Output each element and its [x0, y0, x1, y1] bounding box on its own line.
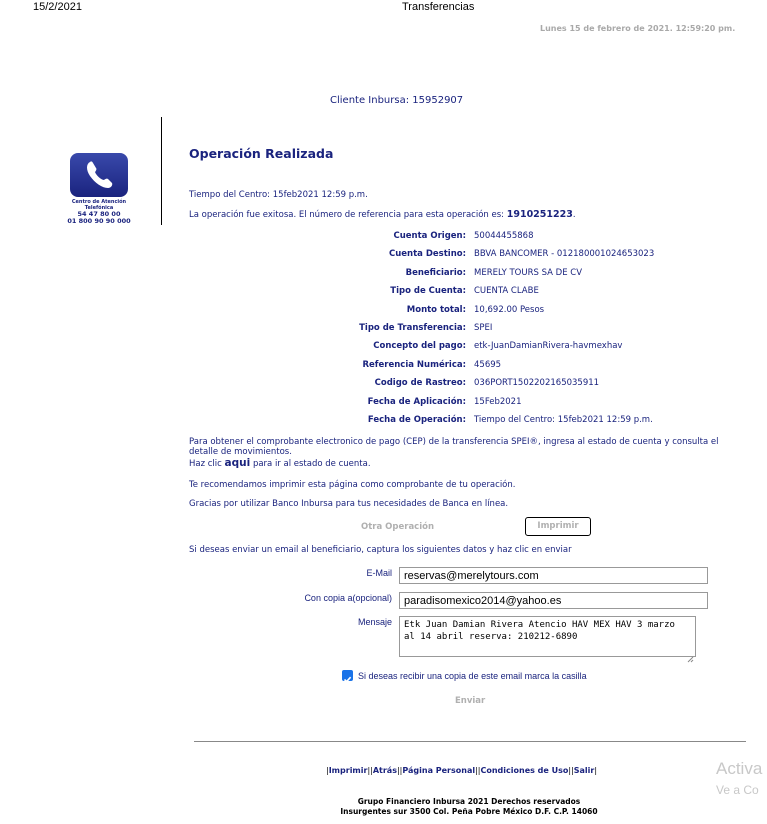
current-datetime: Lunes 15 de febrero de 2021. 12:59:20 pm.	[540, 24, 736, 33]
detail-label: Monto total:	[406, 304, 466, 315]
support-label: Centro de Atención Telefónica	[71, 199, 127, 211]
footer-link-print[interactable]: Imprimir	[328, 766, 368, 775]
support-phone-1: 54 47 80 00	[77, 210, 121, 218]
separator: |	[326, 766, 329, 775]
statement-link[interactable]: aqui	[224, 457, 251, 469]
activation-watermark-subtitle: Ve a Co	[716, 783, 759, 797]
detail-value: CUENTA CLABE	[474, 286, 539, 297]
cc-label: Con copia a(opcional)	[304, 593, 392, 603]
detail-value: MERELY TOURS SA DE CV	[474, 267, 583, 278]
statement-link-line	[189, 457, 371, 469]
email-field[interactable]	[399, 567, 708, 584]
detail-label: Concepto del pago:	[373, 341, 466, 352]
click-suffix: para ir al estado de cuenta.	[252, 459, 371, 469]
other-operation-button[interactable]: Otra Operación	[361, 522, 435, 532]
separator: ||	[396, 766, 403, 775]
center-time: Tiempo del Centro: 15feb2021 12:59 p.m.	[189, 190, 368, 200]
detail-label: Tipo de Transferencia:	[359, 323, 466, 333]
success-message	[189, 209, 576, 220]
detail-value: 036PORT1502202165035911	[474, 378, 600, 389]
detail-label: Fecha de Aplicación:	[367, 396, 466, 407]
click-prefix: Haz clic	[189, 459, 222, 469]
details-table	[300, 231, 767, 431]
print-recommendation: Te recomendamos imprimir esta página como comprobante de tu operación.	[189, 480, 516, 490]
send-button[interactable]: Enviar	[455, 696, 486, 706]
detail-label: Codigo de Rastreo:	[374, 378, 466, 389]
success-period: .	[572, 210, 576, 220]
print-page-title: Transferencias	[402, 1, 475, 13]
detail-value: 10,692.00 Pesos	[474, 304, 545, 315]
support-phone-2: 01 800 90 90 000	[67, 217, 131, 225]
detail-label: Cuenta Origen:	[393, 231, 466, 241]
client-number: Cliente Inbursa: 15952907	[330, 95, 464, 106]
footer-divider	[194, 741, 746, 742]
copy-checkbox-label: Si deseas recibir una copia de este email marca la casilla	[358, 671, 587, 681]
separator: |	[594, 766, 598, 775]
copy-checkbox[interactable]	[342, 670, 353, 681]
detail-value: BBVA BANCOMER - 012180001024653023	[474, 249, 655, 260]
detail-label: Fecha de Operación:	[367, 415, 466, 425]
separator: ||	[367, 766, 373, 775]
vertical-divider	[161, 117, 162, 225]
detail-value: 15Feb2021	[474, 396, 522, 407]
footer-link-personal-page[interactable]: Página Personal	[402, 766, 476, 775]
separator: ||	[568, 766, 574, 775]
message-textarea[interactable]	[399, 616, 696, 657]
print-date: 15/2/2021	[33, 1, 82, 13]
activation-watermark-title: Activa	[716, 759, 763, 778]
detail-label: Cuenta Destino:	[388, 249, 466, 260]
separator: ||	[475, 766, 481, 775]
footer-nav	[326, 766, 597, 775]
detail-label: Referencia Numérica:	[362, 359, 466, 370]
cc-email-field[interactable]	[399, 592, 708, 609]
textarea-resize-handle-icon[interactable]	[687, 648, 694, 655]
support-box	[66, 153, 132, 225]
footer-link-back[interactable]: Atrás	[372, 766, 397, 775]
success-text: La operación fue exitosa. El número de referencia para esta operación es:	[189, 210, 505, 220]
page-title: Operación Realizada	[189, 146, 334, 161]
detail-value: SPEI	[474, 323, 493, 333]
email-label: E-Mail	[366, 568, 392, 578]
reference-number: 1910251223	[506, 209, 573, 220]
footer-link-terms[interactable]: Condiciones de Uso	[480, 766, 569, 775]
print-button[interactable]: Imprimir	[525, 517, 591, 536]
detail-value: 45695	[474, 359, 502, 370]
copyright: Grupo Financiero Inbursa 2021 Derechos reservados	[357, 797, 581, 806]
thanks-message: Gracias por utilizar Banco Inbursa para tus necesidades de Banca en línea.	[189, 499, 509, 509]
phone-icon	[70, 153, 128, 197]
detail-value: 50044455868	[474, 231, 534, 241]
footer-link-exit[interactable]: Salir	[573, 766, 595, 775]
message-label: Mensaje	[357, 617, 392, 627]
detail-label: Beneficiario:	[405, 267, 466, 278]
address: Insurgentes sur 3500 Col. Peña Pobre México D.F. C.P. 14060	[340, 807, 598, 816]
detail-value: etk-JuanDamianRivera-havmexhav	[474, 341, 623, 352]
checkmark-icon	[342, 674, 353, 685]
email-intro: Si deseas enviar un email al beneficiario, captura los siguientes datos y haz clic en enviar	[189, 545, 572, 555]
detail-label: Tipo de Cuenta:	[390, 286, 466, 297]
cep-instructions: Para obtener el comprobante electronico de pago (CEP) de la transferencia SPEI®, ingresa al estado de cuenta y consulta el detalle de movimientos.	[189, 437, 719, 457]
detail-value: Tiempo del Centro: 15feb2021 12:59 p.m.	[474, 415, 653, 425]
